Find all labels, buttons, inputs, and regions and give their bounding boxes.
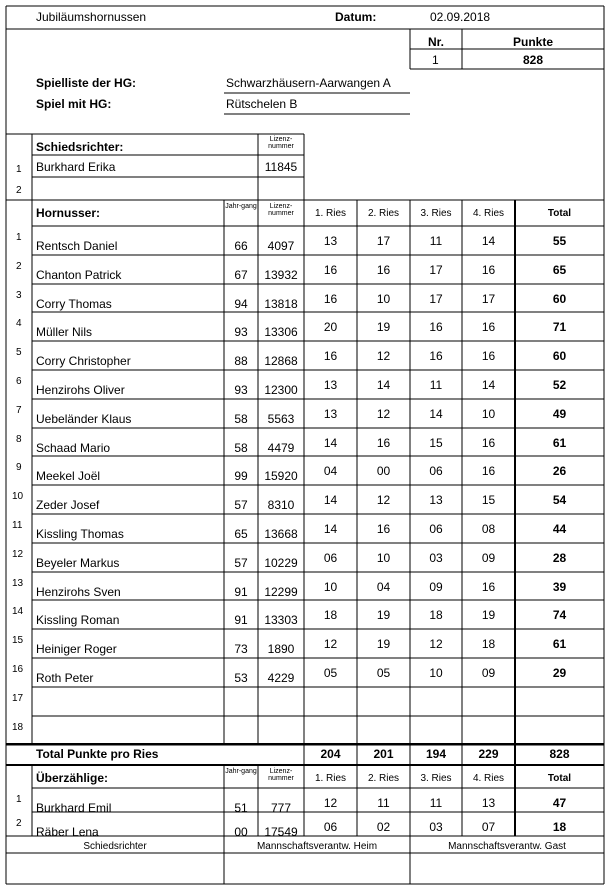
cell-liz: 10229 — [264, 555, 298, 570]
cell-total: 44 — [552, 522, 567, 536]
cell-total: 39 — [552, 579, 567, 594]
cell-r2: 10 — [376, 291, 391, 306]
cell-r3: 03 — [429, 820, 443, 834]
cell-r4: 14 — [481, 234, 496, 248]
cell-r1: 13 — [323, 234, 338, 248]
cell-r2: 19 — [376, 320, 391, 335]
datum-label: Datum: — [335, 10, 377, 24]
ries2-header: 2. Ries — [367, 773, 400, 784]
event-title: Jubiläumshornussen — [36, 10, 147, 24]
totals-label: Total Punkte pro Ries — [36, 747, 159, 761]
cell-jg: 65 — [234, 527, 248, 541]
cell-r4: 13 — [481, 796, 496, 810]
row-number: 2 — [16, 818, 22, 829]
cell-total: 26 — [552, 464, 567, 479]
cell-total: 29 — [552, 666, 567, 680]
ries4-header: 4. Ries — [472, 773, 505, 784]
row-number: 16 — [12, 664, 24, 675]
cell-r1: 14 — [323, 435, 338, 450]
cell-jg: 91 — [234, 584, 248, 599]
totals-ries1: 204 — [320, 747, 341, 761]
cell-liz: 17549 — [264, 825, 298, 839]
cell-r2: 04 — [376, 579, 391, 594]
cell-jg: 66 — [234, 239, 248, 253]
spiel-label: Spiel mit HG: — [36, 97, 112, 111]
row-number: 1 — [16, 232, 22, 243]
cell-jg: 00 — [234, 825, 248, 839]
player-name: Henzirohs Oliver — [36, 383, 125, 397]
cell-total: 54 — [552, 493, 567, 508]
cell-jg: 57 — [234, 498, 248, 513]
cell-r2: 19 — [376, 608, 391, 623]
cell-r3: 06 — [429, 522, 443, 536]
ries2-header: 2. Ries — [367, 208, 400, 219]
spielliste-label: Spielliste der HG: — [36, 76, 137, 90]
totals-ries3: 194 — [425, 747, 447, 761]
cell-r2: 11 — [377, 796, 390, 810]
total-header: Total — [547, 208, 572, 219]
cell-liz: 777 — [270, 801, 292, 815]
cell-r3: 12 — [429, 637, 443, 652]
schiedsrichter-num: 2 — [16, 185, 22, 196]
cell-r4: 15 — [481, 493, 496, 508]
player-name: Corry Thomas — [36, 296, 112, 311]
cell-liz: 13668 — [264, 527, 298, 541]
cell-r4: 18 — [481, 637, 496, 652]
cell-r1: 04 — [323, 464, 338, 479]
cell-total: 61 — [552, 637, 567, 652]
footer-schiedsrichter: Schiedsrichter — [83, 841, 147, 852]
cell-r2: 10 — [376, 550, 391, 565]
cell-r2: 12 — [376, 406, 391, 421]
cell-liz: 12300 — [264, 383, 298, 397]
hornusser-title: Hornusser: — [36, 206, 101, 220]
cell-jg: 57 — [234, 555, 248, 570]
row-number: 8 — [16, 433, 22, 445]
cell-r3: 18 — [429, 608, 443, 623]
player-name: Schaad Mario — [36, 440, 111, 455]
cell-liz: 12868 — [264, 354, 298, 369]
player-name: Beyeler Markus — [36, 555, 120, 570]
cell-liz: 13303 — [264, 613, 298, 628]
cell-liz: 5563 — [267, 411, 295, 426]
cell-jg: 99 — [234, 469, 248, 484]
cell-jg: 51 — [234, 801, 248, 815]
cell-r4: 07 — [481, 820, 496, 834]
cell-r4: 16 — [481, 262, 496, 277]
row-number: 6 — [16, 376, 22, 387]
cell-liz: 4097 — [267, 239, 295, 253]
ries3-header: 3. Ries — [420, 208, 452, 219]
cell-total: 60 — [552, 291, 567, 306]
row-number: 13 — [12, 577, 24, 589]
cell-r2: 16 — [376, 262, 391, 277]
cell-r1: 12 — [323, 796, 338, 810]
cell-r4: 16 — [481, 435, 496, 450]
cell-total: 52 — [552, 378, 567, 392]
row-number: 12 — [12, 548, 24, 560]
cell-r2: 19 — [376, 637, 391, 652]
cell-r4: 09 — [481, 550, 496, 565]
punkte-value: 828 — [522, 53, 544, 67]
ries4-header: 4. Ries — [472, 208, 505, 219]
player-name: Räber Lena — [36, 825, 99, 839]
totals-ries2: 201 — [373, 747, 394, 761]
cell-r1: 14 — [323, 493, 338, 508]
row-number: 10 — [12, 491, 24, 503]
total-header: Total — [547, 773, 572, 784]
cell-liz: 4229 — [267, 671, 295, 685]
row-number: 15 — [12, 635, 24, 647]
schiedsrichter-lizenz-label: Lizenz-nummer — [268, 136, 294, 150]
datum-value: 02.09.2018 — [430, 10, 491, 24]
player-name: Corry Christopher — [36, 354, 131, 369]
player-name: Burkhard Emil — [36, 801, 112, 815]
footer-gast: Mannschaftsverantw. Gast — [448, 841, 566, 852]
schiedsrichter-title: Schiedsrichter: — [36, 140, 124, 154]
cell-r1: 13 — [323, 378, 338, 392]
cell-r2: 17 — [376, 234, 391, 248]
cell-liz: 15920 — [264, 469, 298, 484]
cell-total: 55 — [552, 234, 567, 248]
footer-heim: Mannschaftsverantw. Heim — [256, 841, 378, 852]
cell-liz: 13818 — [264, 296, 298, 311]
row-number: 9 — [16, 462, 22, 474]
nr-label: Nr. — [427, 35, 444, 49]
row-number: 14 — [12, 606, 24, 618]
player-name: Kissling Roman — [36, 613, 120, 628]
cell-r3: 17 — [429, 291, 443, 306]
cell-jg: 73 — [234, 642, 248, 657]
row-number: 17 — [12, 692, 24, 704]
cell-jg: 88 — [234, 354, 248, 369]
player-name: Chanton Patrick — [36, 267, 122, 282]
ries1-header: 1. Ries — [314, 208, 347, 219]
ries1-header: 1. Ries — [314, 773, 347, 784]
row-number: 1 — [16, 794, 22, 805]
schiedsrichter-name: Burkhard Erika — [36, 160, 116, 174]
row-number: 7 — [16, 404, 22, 416]
ueberzaehlige-title: Überzählige: — [36, 771, 109, 785]
cell-total: 74 — [552, 608, 567, 623]
totals-ries4: 229 — [478, 747, 499, 761]
player-name: Roth Peter — [36, 671, 94, 685]
row-number: 3 — [16, 289, 22, 301]
cell-liz: 1890 — [267, 642, 295, 657]
cell-total: 47 — [552, 796, 567, 810]
cell-r1: 14 — [323, 522, 338, 536]
cell-r4: 16 — [481, 579, 496, 594]
cell-r2: 12 — [376, 493, 391, 508]
cell-r4: 19 — [481, 608, 496, 623]
spiel-value: Rütschelen B — [226, 97, 298, 111]
lizenz-header: Lizenz-nummer — [268, 768, 294, 782]
cell-r1: 10 — [323, 579, 338, 594]
cell-r1: 16 — [323, 291, 338, 306]
jahrgang-header: Jahr-gang — [225, 768, 257, 775]
cell-r1: 06 — [323, 820, 338, 834]
cell-r2: 14 — [376, 378, 391, 392]
cell-r4: 16 — [481, 349, 496, 364]
totals-total: 828 — [549, 747, 570, 761]
cell-jg: 93 — [234, 325, 248, 340]
punkte-label: Punkte — [512, 35, 553, 49]
cell-r1: 18 — [323, 608, 338, 623]
cell-liz: 4479 — [267, 440, 295, 455]
cell-r4: 09 — [481, 666, 496, 680]
ries3-header: 3. Ries — [420, 773, 452, 784]
cell-r1: 13 — [323, 406, 338, 421]
cell-r3: 17 — [429, 262, 443, 277]
cell-total: 60 — [552, 349, 567, 364]
schiedsrichter-num: 1 — [16, 164, 22, 175]
cell-jg: 58 — [234, 440, 248, 455]
player-name: Zeder Josef — [36, 498, 100, 513]
cell-liz: 8310 — [267, 498, 295, 513]
row-number: 11 — [12, 520, 23, 531]
cell-r1: 16 — [323, 349, 338, 364]
cell-r2: 02 — [376, 820, 391, 834]
cell-total: 49 — [552, 406, 567, 421]
cell-r3: 11 — [429, 234, 443, 248]
player-name: Kissling Thomas — [36, 527, 124, 541]
cell-r2: 16 — [376, 522, 391, 536]
cell-r4: 17 — [481, 291, 496, 306]
nr-value: 1 — [432, 53, 439, 67]
cell-r1: 06 — [323, 550, 338, 565]
cell-r4: 08 — [481, 522, 496, 536]
cell-jg: 91 — [234, 613, 248, 628]
cell-jg: 58 — [234, 411, 248, 426]
lizenz-header: Lizenz-nummer — [268, 203, 294, 217]
cell-r4: 14 — [481, 378, 496, 392]
cell-liz: 13932 — [264, 267, 298, 282]
cell-r2: 16 — [376, 435, 391, 450]
cell-r3: 15 — [429, 435, 443, 450]
row-number: 2 — [16, 260, 22, 272]
cell-r3: 10 — [429, 666, 443, 680]
cell-total: 18 — [552, 820, 567, 834]
cell-jg: 94 — [234, 296, 248, 311]
player-name: Rentsch Daniel — [36, 239, 118, 253]
cell-r1: 20 — [323, 320, 338, 335]
cell-jg: 93 — [234, 383, 248, 397]
cell-r1: 05 — [323, 666, 338, 680]
cell-liz: 12299 — [264, 584, 298, 599]
row-number: 5 — [16, 347, 22, 359]
cell-r3: 06 — [429, 464, 443, 479]
player-name: Henzirohs Sven — [36, 584, 121, 599]
cell-r1: 16 — [323, 262, 338, 277]
row-number: 4 — [16, 318, 22, 330]
cell-r3: 09 — [429, 579, 443, 594]
cell-r3: 14 — [429, 406, 443, 421]
cell-jg: 53 — [234, 671, 248, 685]
cell-r2: 12 — [376, 349, 391, 364]
cell-jg: 67 — [234, 267, 248, 282]
schiedsrichter-lizenz: 11845 — [264, 160, 298, 174]
player-name: Heiniger Roger — [36, 642, 117, 657]
cell-r3: 03 — [429, 550, 443, 565]
cell-r2: 00 — [376, 464, 391, 479]
cell-r3: 16 — [429, 349, 443, 364]
cell-r3: 11 — [429, 378, 443, 392]
player-name: Müller Nils — [36, 325, 93, 340]
jahrgang-header: Jahr-gang — [225, 203, 257, 210]
cell-total: 61 — [552, 435, 567, 450]
cell-total: 28 — [552, 550, 567, 565]
cell-r1: 12 — [323, 637, 338, 652]
row-number: 18 — [12, 721, 24, 733]
player-name: Uebeländer Klaus — [36, 411, 132, 426]
cell-r3: 16 — [429, 320, 443, 335]
spielliste-value: Schwarzhäusern-Aarwangen A — [226, 76, 391, 90]
cell-total: 65 — [552, 262, 567, 277]
cell-total: 71 — [552, 320, 567, 335]
cell-r4: 16 — [481, 320, 496, 335]
player-name: Meekel Joël — [36, 469, 101, 484]
cell-liz: 13306 — [264, 325, 298, 340]
cell-r4: 10 — [481, 406, 496, 421]
cell-r2: 05 — [376, 666, 391, 680]
cell-r3: 11 — [429, 796, 443, 810]
cell-r3: 13 — [429, 493, 443, 508]
cell-r4: 16 — [481, 464, 496, 479]
